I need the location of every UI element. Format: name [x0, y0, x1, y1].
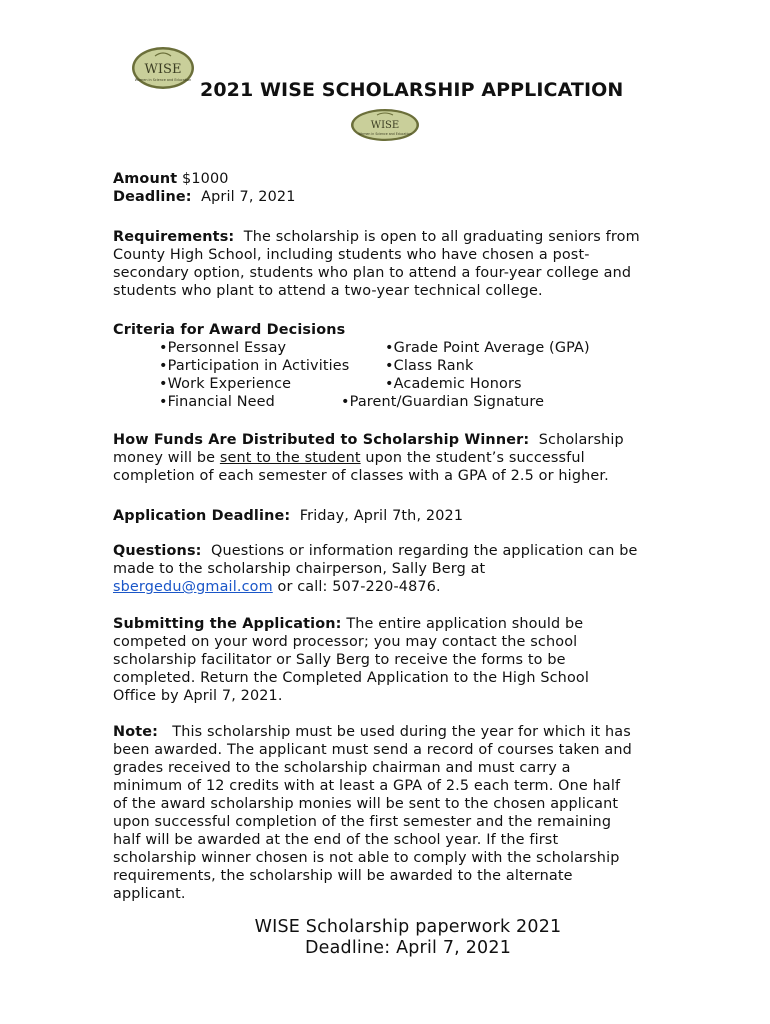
svg-text:Women in Science and Education: Women in Science and Education: [134, 78, 192, 82]
amount-deadline-block: [113, 170, 673, 206]
amount-line: Amount $1000: [113, 171, 229, 187]
requirements-section: Requirements: The scholarship is open to all graduating seniors from County High School, including students who have chosen a post- secondary option, students who plan to attend a four-year college and students who plant to attend a two-year technical college.: [113, 229, 640, 299]
footer-line-2: Deadline: April 7, 2021: [304, 938, 512, 958]
deadline-line: Deadline: April 7, 2021: [113, 189, 296, 205]
criteria-item: •Work Experience: [159, 376, 292, 392]
criteria-item: •Financial Need: [159, 394, 275, 410]
criteria-item: •Grade Point Average (GPA): [385, 340, 590, 356]
submitting-section: Submitting the Application: The entire application should be competed on your word processor; you may contact the school scholarship facilitator or Sally Berg to receive the forms to be completed. Return the Completed Application to the High School Office by April 7, 2021.: [113, 616, 589, 704]
questions-section: Questions: Questions or information regarding the application can be made to the scholarship chairperson, Sally Berg at sbergedu@gmail.com or call: 507-220-4876.: [113, 543, 638, 595]
criteria-row: [113, 375, 673, 393]
wise-logo-top: [131, 46, 195, 90]
wise-logo-center: [350, 108, 420, 142]
questions-label: Questions:: [113, 543, 202, 559]
submitting-label: Submitting the Application:: [113, 616, 342, 632]
footer: [200, 917, 616, 959]
criteria-row: [113, 357, 673, 375]
application-deadline-section: Application Deadline: Friday, April 7th, 2021: [113, 508, 464, 524]
svg-text:WISE: WISE: [144, 62, 182, 77]
page-title: 2021 WISE SCHOLARSHIP APPLICATION: [200, 79, 624, 101]
requirements-label: Requirements:: [113, 229, 235, 245]
funds-section: How Funds Are Distributed to Scholarship Winner: Scholarship money will be sent to the student upon the student’s successful completion of each semester of classes with a GPA of 2.5 or higher.: [113, 432, 624, 484]
funds-label: How Funds Are Distributed to Scholarship Winner:: [113, 432, 530, 448]
svg-text:WISE: WISE: [370, 120, 400, 131]
criteria-item: •Class Rank: [385, 358, 474, 374]
footer-line-1: WISE Scholarship paperwork 2021: [254, 917, 562, 937]
criteria-item: •Parent/Guardian Signature: [341, 394, 545, 410]
note-label: Note:: [113, 724, 159, 740]
svg-text:Women in Science and Education: Women in Science and Education: [358, 132, 412, 136]
criteria-row: [113, 393, 673, 411]
criteria-item: •Participation in Activities: [159, 358, 350, 374]
criteria-item: •Personnel Essay: [159, 340, 287, 356]
note-section: Note: This scholarship must be used during the year for which it has been awarded. The applicant must send a record of courses taken and grades received to the scholarship chairman and must carry a minimum of 12 credits with at least a GPA of 2.5 each term. One half of the award scholarship monies will be sent to the chosen applicant upon successful completion of the first semester and the remaining half will be awarded at the end of the school year. If the first scholarship winner chosen is not able to comply with the scholarship requirements, the scholarship will be awarded to the alternate applicant.: [113, 724, 632, 902]
email-link[interactable]: sbergedu@gmail.com: [113, 579, 273, 595]
criteria-item: •Academic Honors: [385, 376, 522, 392]
criteria-heading: Criteria for Award Decisions: [113, 322, 346, 338]
criteria-section: [113, 321, 673, 411]
criteria-row: [113, 339, 673, 357]
application-deadline-label: Application Deadline:: [113, 508, 291, 524]
